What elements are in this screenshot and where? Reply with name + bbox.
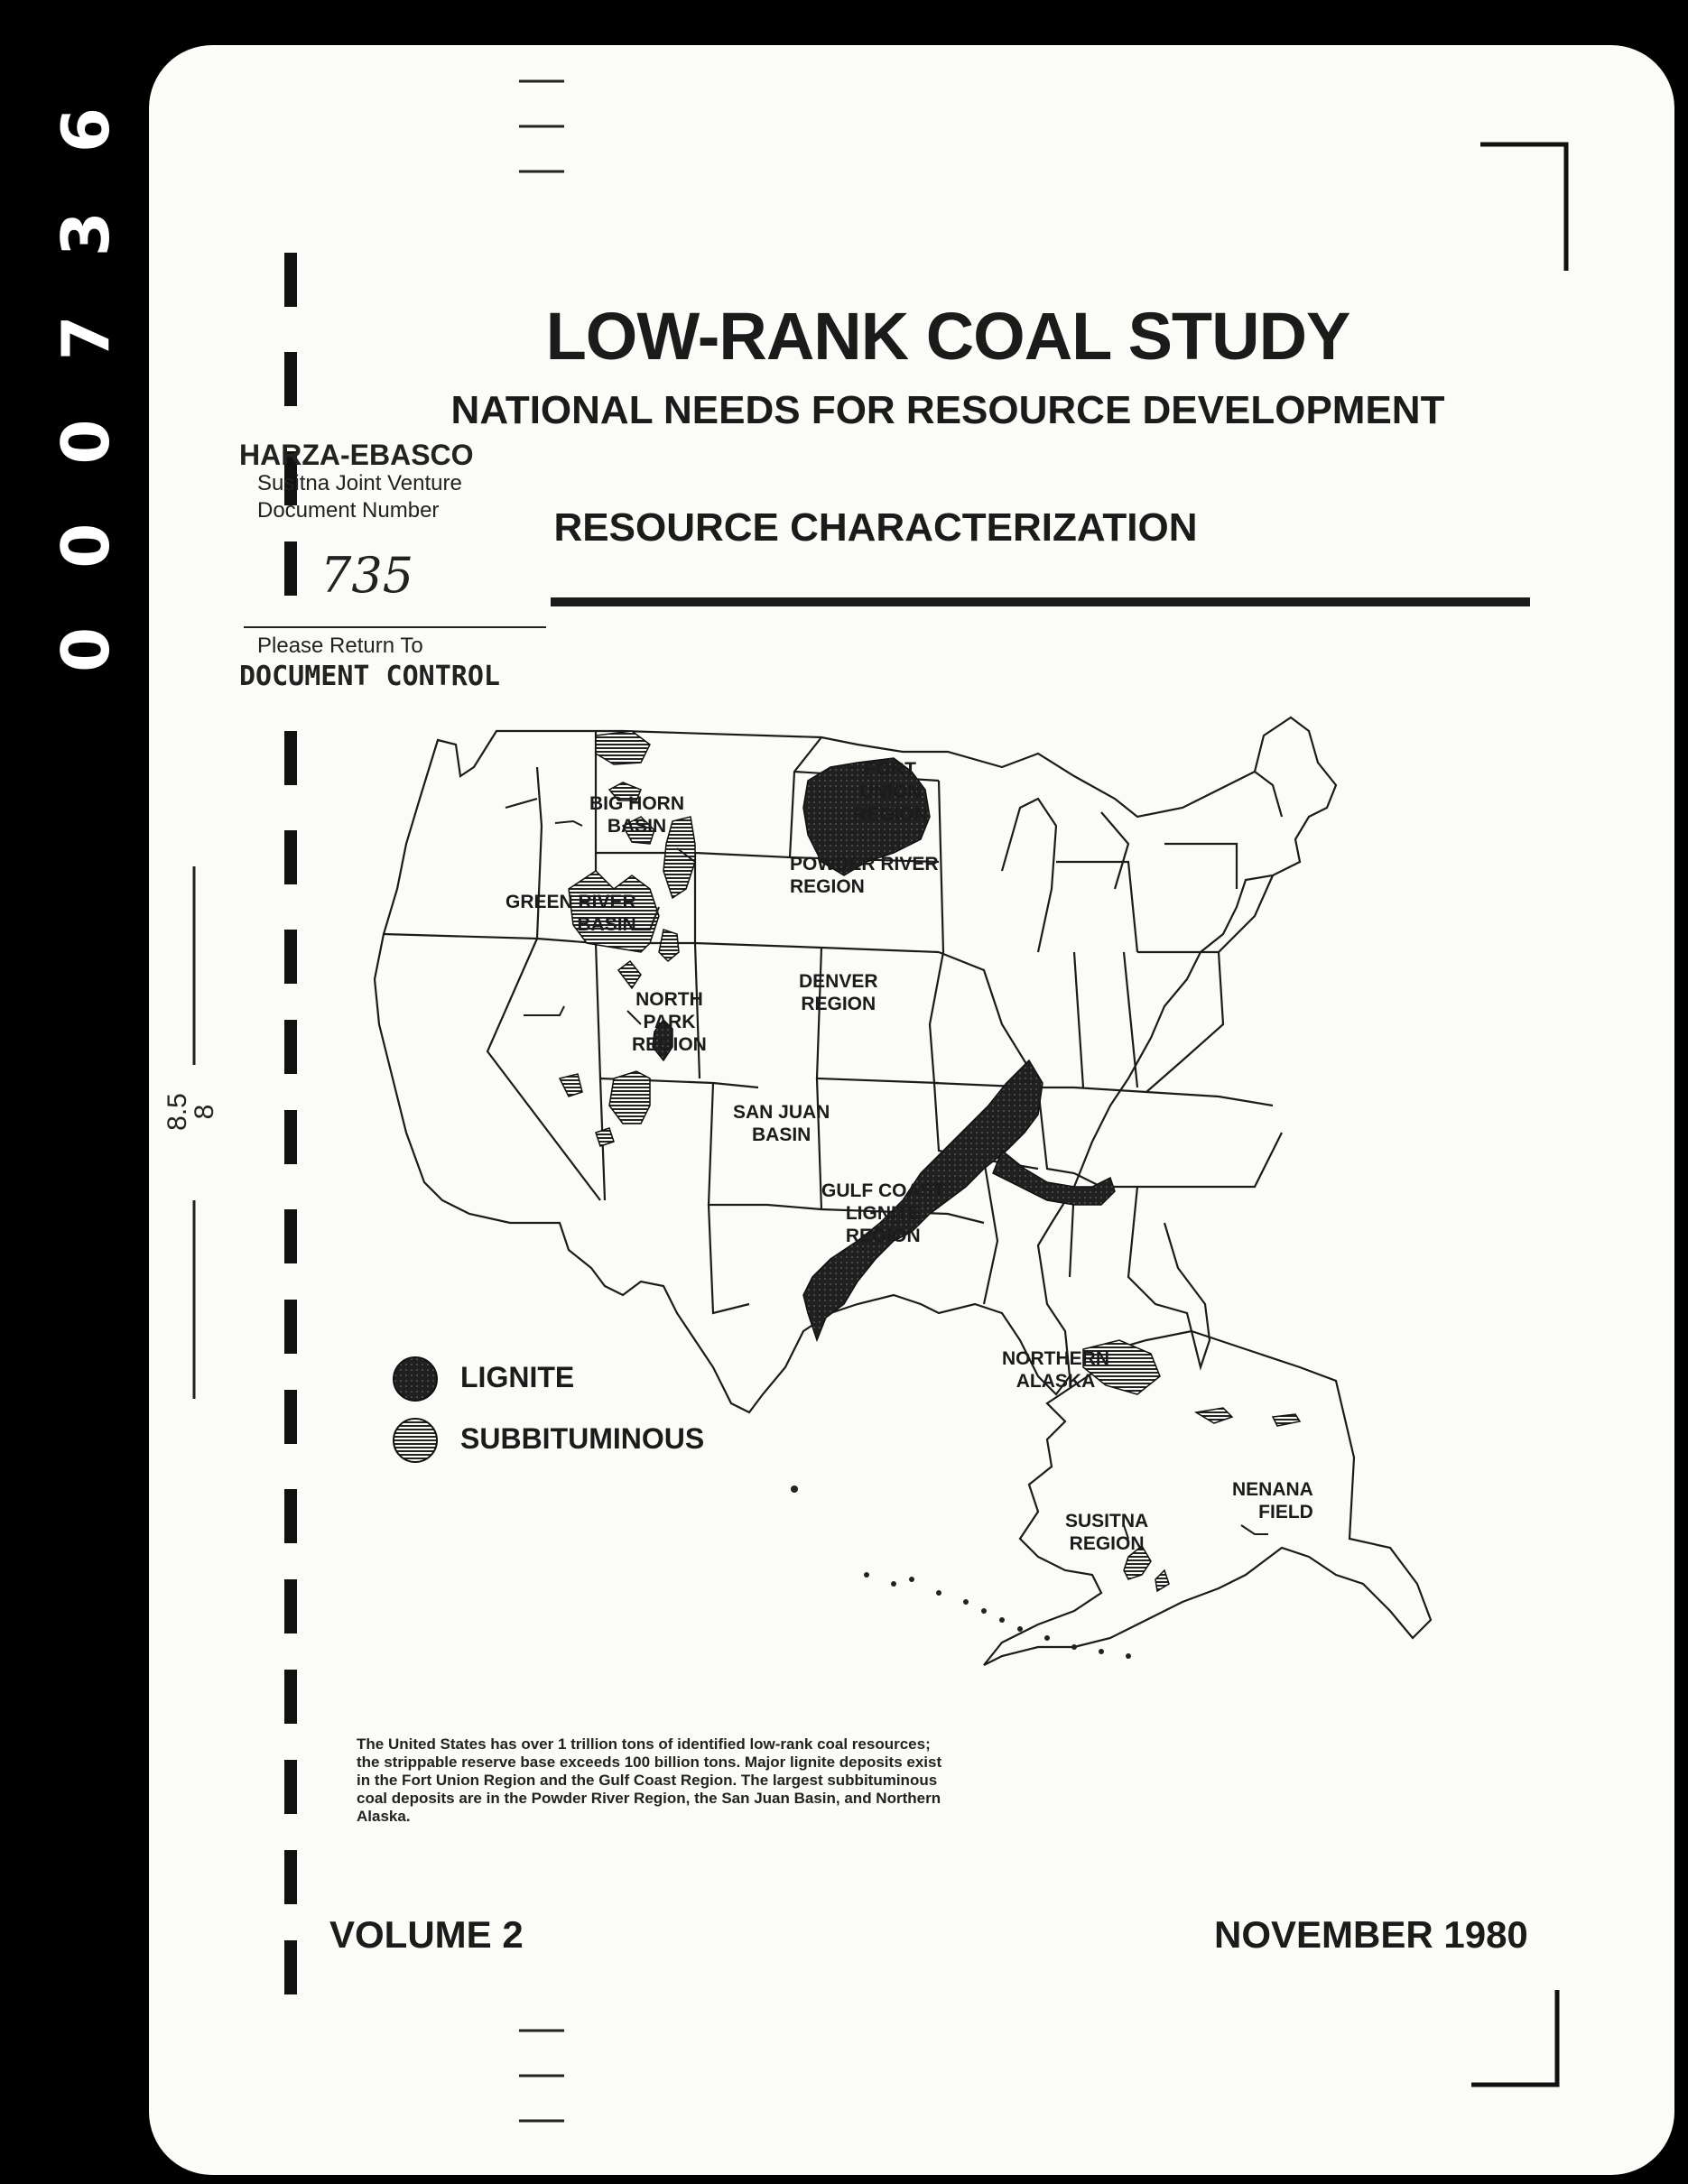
label-north-park: NORTH PARK REGION <box>632 989 707 1055</box>
coal-resource-map <box>352 681 1544 1764</box>
stamp-rule <box>244 626 546 628</box>
label-nenana: NENANA FIELD <box>1232 1479 1313 1522</box>
stamp-return-label: Please Return To <box>257 634 423 658</box>
volume-label: VOLUME 2 <box>329 1913 524 1956</box>
label-green-river: GREEN RIVER BASIN <box>505 892 636 935</box>
label-powder-river: POWDER RIVER REGION <box>790 854 939 897</box>
subbituminous-swatch <box>388 1413 442 1467</box>
lignite-swatch <box>388 1352 442 1406</box>
label-susitna: SUSITNA REGION <box>1065 1511 1149 1554</box>
crop-mark-bottom-right <box>1467 1985 1575 2112</box>
label-northern-alaska: NORTHERN ALASKA <box>1002 1348 1109 1392</box>
crop-mark-top-right <box>1476 135 1584 280</box>
label-denver: DENVER REGION <box>799 971 878 1014</box>
lignite-deposits <box>653 758 1115 1340</box>
document-number: 735 <box>320 547 414 604</box>
title-rule <box>551 597 1530 606</box>
label-big-horn: BIG HORN BASIN <box>589 793 684 837</box>
map-caption: The United States has over 1 trillion tons of identified low-rank coal resources; the strippable reserve base exceeds 100 billion tons. Major lignite deposits exist in the Fort Union Region and the Gulf Coast Region. The largest subbituminous coal deposits are in the Powder River Region, the San Juan Basin, and Northern Alaska. <box>357 1735 942 1825</box>
registration-ticks-bottom <box>510 2022 600 2139</box>
label-fort-union: FORT UNION REGION <box>853 759 928 825</box>
legend-lignite-label: LIGNITE <box>460 1361 575 1393</box>
ruler-label-lower: 8 <box>190 1104 219 1120</box>
section-title: RESOURCE CHARACTERIZATION <box>553 505 1198 550</box>
page-subtitle: NATIONAL NEEDS FOR RESOURCE DEVELOPMENT <box>450 388 1445 432</box>
stamp-venture: Susitna Joint Venture <box>257 471 462 495</box>
stamp-doc-label: Document Number <box>257 498 440 523</box>
label-san-juan: SAN JUAN BASIN <box>733 1102 830 1145</box>
page-title: LOW-RANK COAL STUDY <box>545 299 1350 374</box>
document-page <box>149 45 1674 2175</box>
ruler-label-upper: 8.5 <box>162 1093 192 1131</box>
film-number-text: 0 0 0 7 3 6 <box>48 89 124 672</box>
legend-subbituminous-label: SUBBITUMINOUS <box>460 1422 705 1455</box>
stamp-return-dest: DOCUMENT CONTROL <box>239 661 500 692</box>
registration-ticks-top <box>510 72 600 190</box>
film-strip-number <box>14 36 149 722</box>
label-gulf-coast: GULF COAST LIGNITE REGION <box>821 1180 945 1246</box>
stamp-company: HARZA-EBASCO <box>239 439 474 471</box>
publication-date: NOVEMBER 1980 <box>1214 1913 1528 1956</box>
